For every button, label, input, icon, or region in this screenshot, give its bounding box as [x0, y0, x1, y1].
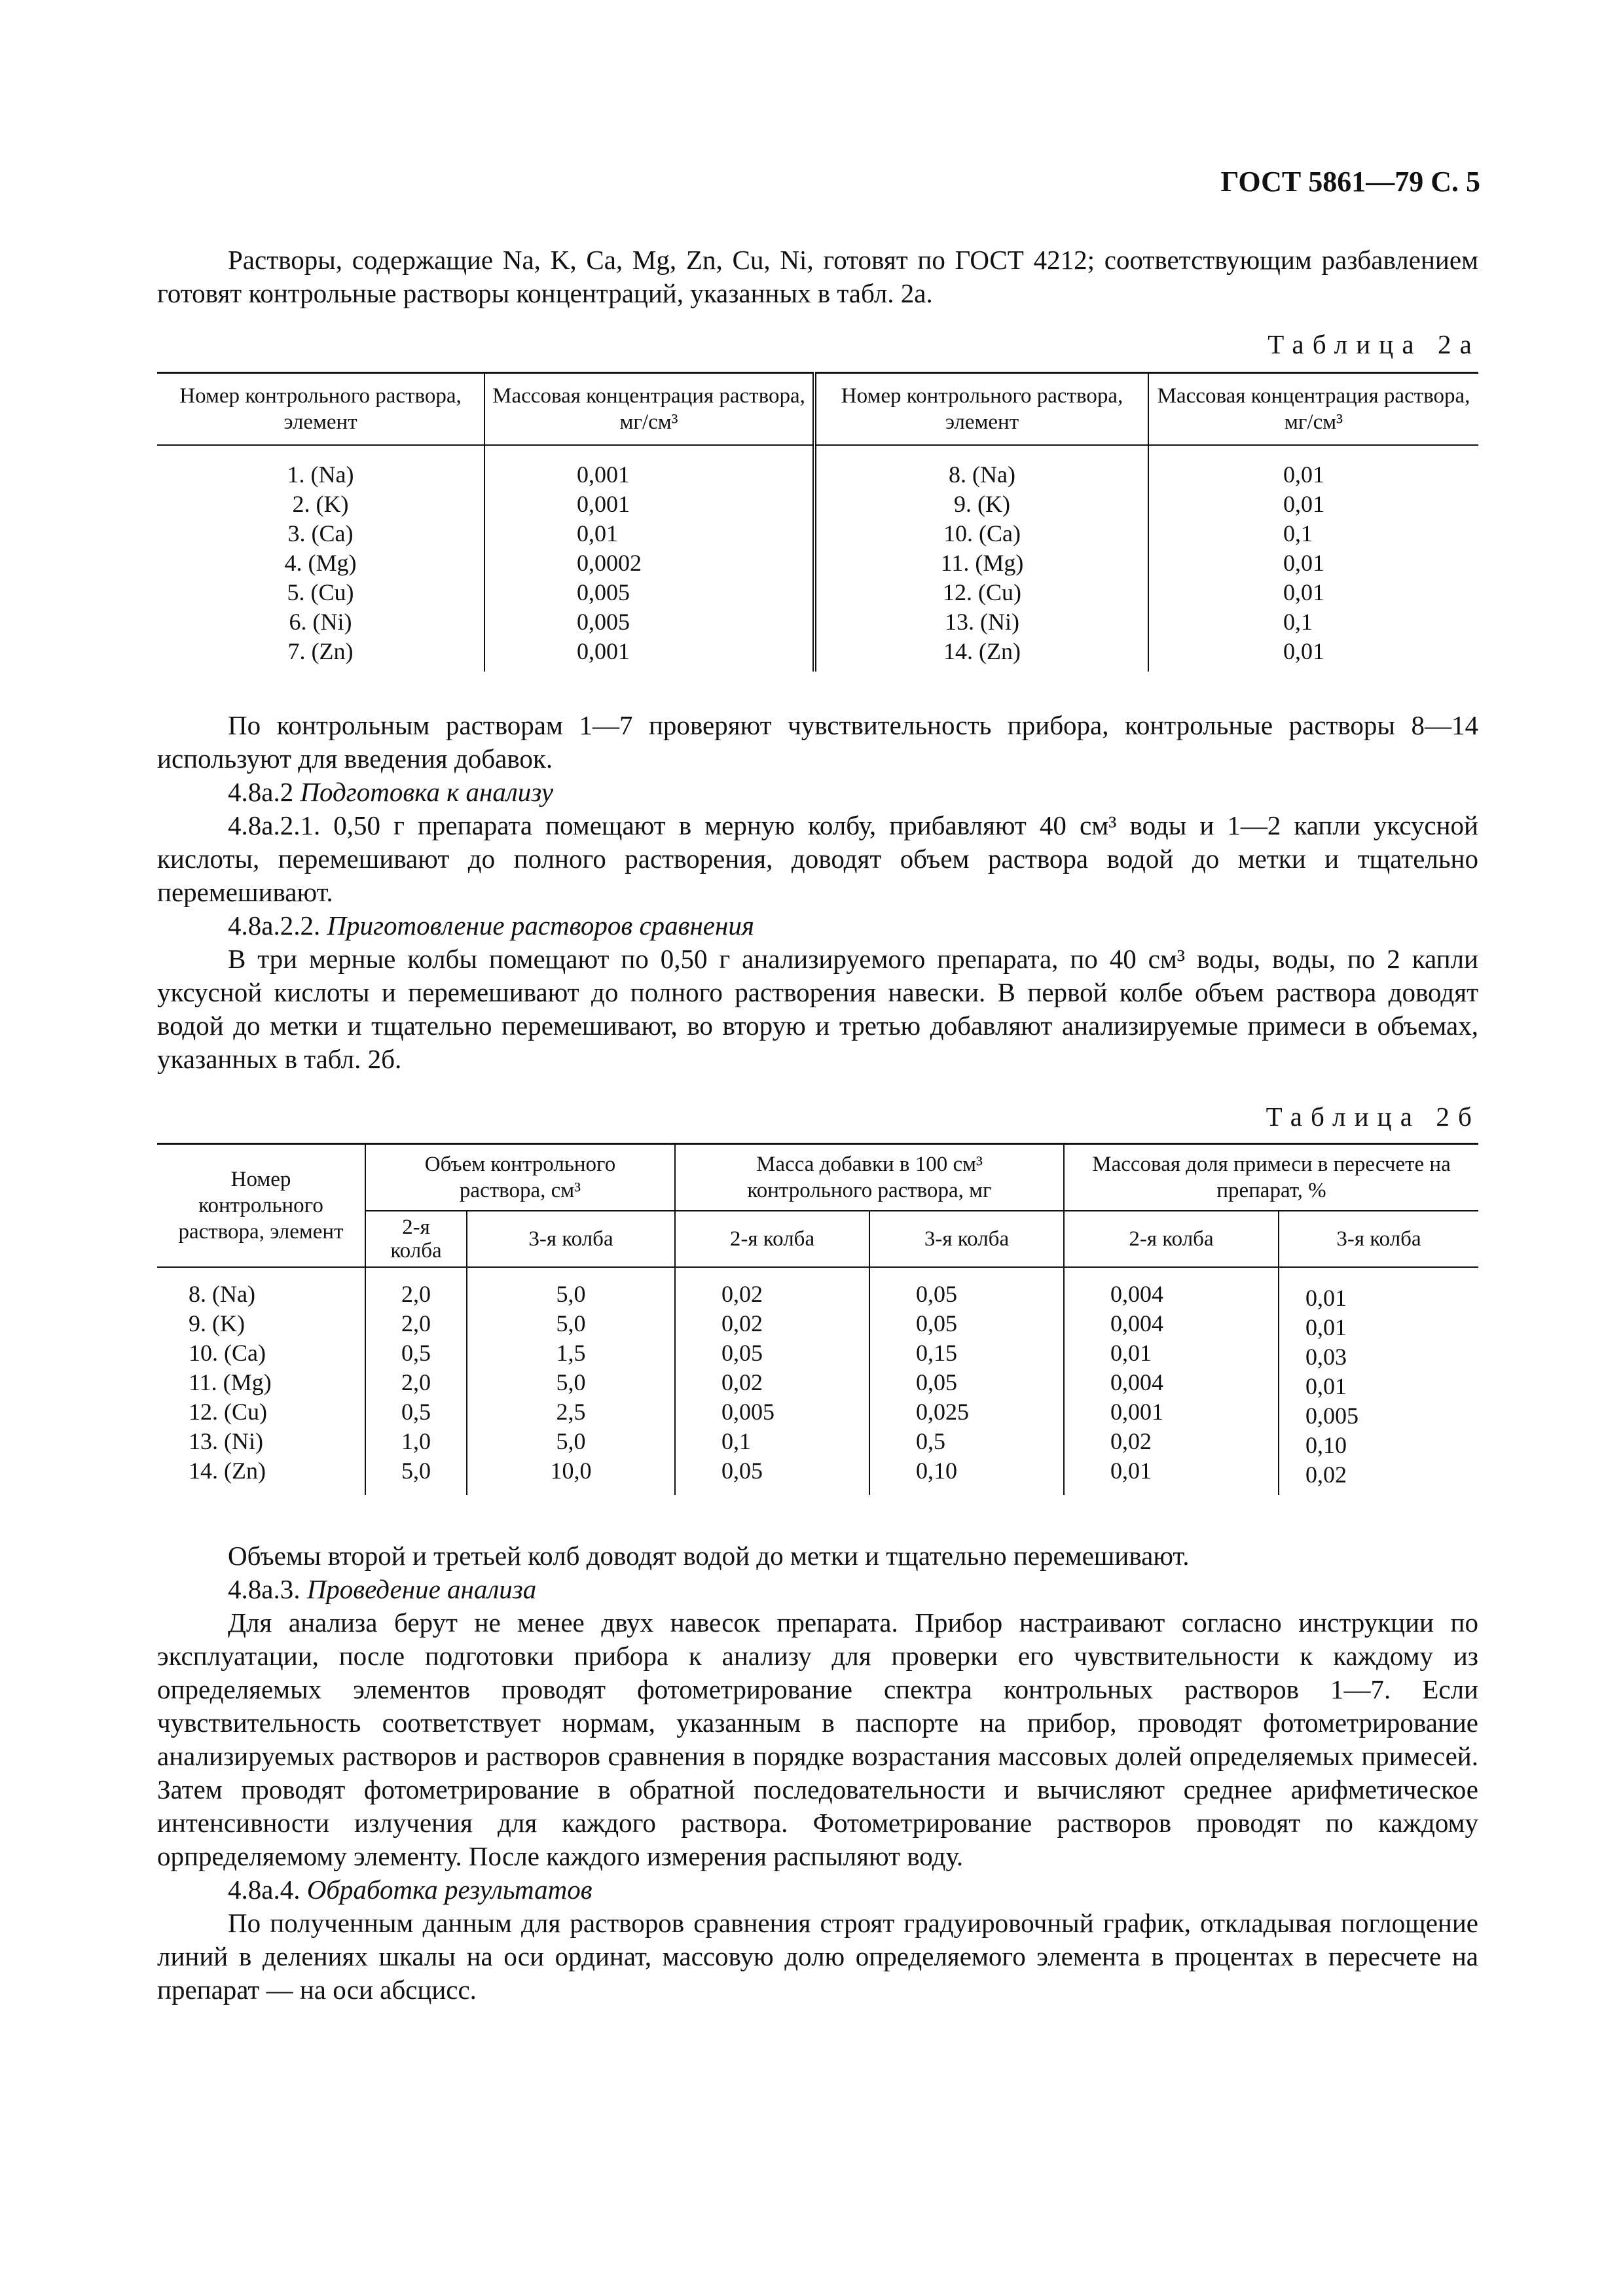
section-4-8a-2-2	[157, 909, 1478, 942]
section-4-8a-3-text: Для анализа берут не менее двух навесок препарата. Прибор настраивают согласно инструкции по эксплуатации, после подготовки прибора к анализу для проверки его чувствительности к каждому из определяемых элементов проводят фотометрирование спектра контрольных растворов 1—7. Если чувствительность соответствует нормам, указанным в паспорте на прибор, проводят фотометрирование анализируемых растворов и растворов сравнения в порядке возрастания массовых долей определяемых примесей. Затем проводят фотометрирование в обратной последовательности и вычисляют среднее арифметическое интенсивности излучения для каждого раствора. Фотометрирование растворов проводят по каждому орпределяемому элементу. После каждого измерения распыляют воду.	[157, 1607, 1478, 1871]
section-4-8a-4	[157, 1873, 1478, 1907]
section-number: 4.8а.4.	[228, 1874, 307, 1905]
table-cell: 0,05	[916, 1281, 957, 1307]
table-cell: 0,5	[401, 1399, 431, 1425]
table-cell: 0,05	[721, 1340, 763, 1366]
table-cell: 0,02	[1110, 1428, 1152, 1454]
table-2a	[157, 372, 1478, 672]
table-cell: 1,0	[401, 1428, 431, 1454]
table-cell: 1. (Na)	[287, 461, 354, 488]
table-2a-left-nums	[158, 460, 483, 666]
intro-paragraph	[157, 243, 1478, 310]
section-number: 4.8а.2	[228, 777, 301, 807]
table-cell: 0,001	[577, 638, 630, 664]
table-cell: 0,001	[577, 491, 630, 517]
table-2b-header-vol-flask2: 2-я колба	[365, 1211, 467, 1267]
table-cell: 0,10	[916, 1458, 957, 1484]
table-2b-header-row-1	[157, 1144, 1478, 1211]
table-2a-header-conc-right: Массовая концентрация раствора, мг/см³	[1148, 373, 1478, 446]
table-cell: 0,01	[1283, 550, 1324, 576]
table-cell: 11. (Mg)	[940, 550, 1024, 576]
table-cell: 0,01	[1110, 1458, 1152, 1484]
table-cell: 0,001	[577, 461, 630, 488]
table-2b-header-mass-flask2: 2-я колба	[675, 1211, 869, 1267]
table-2b-col-mass3	[916, 1280, 1063, 1486]
section-4-8a-4-text: По полученным данным для растворов сравнения строят градуировочный график, откладывая поглощение линий в делениях шкалы на оси ординат, массовую долю определяемого элемента в процентах в пересчете на препарат — на оси абсцисс.	[157, 1908, 1478, 2005]
section-4-8a-2	[157, 776, 1478, 809]
table-cell: 0,025	[916, 1399, 969, 1425]
table-cell: 4. (Mg)	[284, 550, 357, 576]
table-cell: 0,5	[401, 1340, 431, 1366]
table-cell: 8. (Na)	[949, 461, 1015, 488]
bottom-text	[157, 1539, 1478, 2007]
paragraph-control-solutions: По контрольным растворам 1—7 проверяют чувствительность прибора, контрольные растворы 8—14 используют для введения добавок.	[157, 710, 1478, 774]
table-cell: 10. (Ca)	[189, 1340, 266, 1366]
table-cell: 0,02	[721, 1369, 763, 1395]
table-cell: 2,5	[556, 1399, 586, 1425]
table-cell: 0,03	[1305, 1344, 1347, 1370]
table-cell: 5,0	[556, 1369, 586, 1395]
table-cell: 0,0002	[577, 550, 642, 576]
table-cell: 0,1	[1283, 520, 1313, 547]
table-cell: 10,0	[550, 1458, 592, 1484]
table-2b-col-vol3	[468, 1280, 674, 1486]
table-cell: 0,01	[1283, 491, 1324, 517]
table-2b	[157, 1143, 1478, 1495]
table-cell: 0,02	[721, 1281, 763, 1307]
table-2a-header-num-left: Номер контрольного раствора, элемент	[157, 373, 484, 446]
table-cell: 14. (Zn)	[189, 1458, 266, 1484]
table-cell: 9. (K)	[954, 491, 1010, 517]
table-cell: 13. (Ni)	[945, 609, 1019, 635]
table-cell: 12. (Cu)	[189, 1399, 267, 1425]
table-2b-header-frac-flask3: 3-я колба	[1279, 1211, 1478, 1267]
table-cell: 0,01	[1283, 579, 1324, 605]
table-cell: 0,001	[1110, 1399, 1163, 1425]
table-cell: 2,0	[401, 1281, 431, 1307]
table-2b-header-mass-flask3: 3-я колба	[869, 1211, 1064, 1267]
table-cell: 0,005	[577, 579, 630, 605]
section-title: Обработка результатов	[306, 1874, 593, 1905]
table-2a-right-nums	[817, 460, 1147, 666]
table-cell: 0,02	[1305, 1462, 1347, 1488]
table-cell: 0,01	[1305, 1373, 1347, 1399]
table-cell: 5. (Cu)	[287, 579, 354, 605]
table-2b-caption: Таблица 2б	[1266, 1102, 1480, 1132]
table-cell: 0,005	[721, 1399, 775, 1425]
section-4-8a-3	[157, 1573, 1478, 1606]
table-cell: 0,01	[1305, 1285, 1347, 1311]
middle-text	[157, 709, 1478, 1076]
table-cell: 13. (Ni)	[189, 1428, 263, 1454]
section-4-8a-2-2-text: В три мерные колбы помещают по 0,50 г анализируемого препарата, по 40 см³ воды, воды, по 2 капли уксусной кислоты и перемешивают до полного растворения навески. В первой колбе объем раствора доводят водой до метки и тщательно перемешивают, во вторую и третью добавляют анализируемые примеси в объемах, указанных в табл. 2б.	[157, 944, 1478, 1074]
table-cell: 10. (Ca)	[943, 520, 1021, 547]
table-cell: 0,004	[1110, 1310, 1163, 1336]
table-2b-body-row	[157, 1267, 1478, 1495]
table-2b-col-frac3	[1305, 1280, 1478, 1490]
table-2a-body-row	[157, 445, 1478, 672]
table-cell: 0,01	[1110, 1340, 1152, 1366]
table-cell: 0,05	[916, 1369, 957, 1395]
table-2b-header-mass: Масса добавки в 100 см³ контрольного раствора, мг	[675, 1144, 1064, 1211]
table-cell: 0,5	[916, 1428, 945, 1454]
table-cell: 0,004	[1110, 1369, 1163, 1395]
table-cell: 6. (Ni)	[289, 609, 352, 635]
table-cell: 0,05	[721, 1458, 763, 1484]
table-cell: 11. (Mg)	[189, 1369, 272, 1395]
table-2a-caption: Таблица 2а	[1267, 329, 1480, 359]
table-2b-header-vol-flask3: 3-я колба	[467, 1211, 675, 1267]
table-cell: 2,0	[401, 1310, 431, 1336]
table-cell: 5,0	[401, 1458, 431, 1484]
table-cell: 0,01	[577, 520, 618, 547]
table-cell: 5,0	[556, 1428, 586, 1454]
table-2a-right-conc	[1283, 460, 1478, 666]
table-cell: 2,0	[401, 1369, 431, 1395]
table-cell: 0,1	[721, 1428, 751, 1454]
section-title: Приготовление растворов сравнения	[327, 910, 754, 941]
table-cell: 0,1	[1283, 609, 1313, 635]
table-cell: 0,01	[1305, 1314, 1347, 1340]
table-cell: 0,01	[1283, 461, 1324, 488]
table-cell: 8. (Na)	[189, 1281, 255, 1307]
paragraph-flasks: Объемы второй и третьей колб доводят водой до метки и тщательно перемешивают.	[228, 1541, 1190, 1571]
table-2b-header-frac: Массовая доля примеси в пересчете на препарат, %	[1064, 1144, 1478, 1211]
table-2b-header-vol: Объем контрольного раствора, см³	[365, 1144, 675, 1211]
table-cell: 0,05	[916, 1310, 957, 1336]
table-2b-col-frac2	[1110, 1280, 1277, 1486]
section-number: 4.8а.3.	[228, 1574, 307, 1604]
table-cell: 12. (Cu)	[943, 579, 1021, 605]
table-2b-col-num	[189, 1280, 364, 1486]
table-cell: 0,004	[1110, 1281, 1163, 1307]
section-number: 4.8а.2.2.	[228, 910, 327, 941]
table-cell: 0,10	[1305, 1432, 1347, 1458]
table-2b-header-frac-flask2: 2-я колба	[1064, 1211, 1279, 1267]
table-2b-col-mass2	[721, 1280, 868, 1486]
table-cell: 0,15	[916, 1340, 957, 1366]
table-cell: 0,01	[1283, 638, 1324, 664]
intro-text: Растворы, содержащие Na, K, Ca, Mg, Zn, Cu, Ni, готовят по ГОСТ 4212; соответствующим разбавлением готовят контрольные растворы концентраций, указанных в табл. 2а.	[157, 245, 1478, 308]
table-cell: 1,5	[556, 1340, 586, 1366]
table-2a-header-num-right: Номер контрольного раствора, элемент	[814, 373, 1148, 446]
table-2b-col-vol2	[367, 1280, 465, 1486]
section-4-8a-2-1: 4.8а.2.1. 0,50 г препарата помещают в мерную колбу, прибавляют 40 см³ воды и 1—2 капли уксусной кислоты, перемешивают до полного растворения, доводят объем раствора водой до метки и тщательно перемешивают.	[157, 810, 1478, 907]
table-cell: 0,005	[577, 609, 630, 635]
section-title: Подготовка к анализу	[300, 777, 554, 807]
table-2b-header-num: Номер контрольного раствора, элемент	[157, 1144, 365, 1268]
table-cell: 5,0	[556, 1281, 586, 1307]
table-cell: 5,0	[556, 1310, 586, 1336]
table-cell: 0,005	[1305, 1403, 1359, 1429]
table-cell: 9. (K)	[189, 1310, 245, 1336]
table-cell: 7. (Zn)	[287, 638, 354, 664]
table-2a-header-conc-left: Массовая концентрация раствора, мг/см³	[484, 373, 814, 446]
table-cell: 2. (K)	[292, 491, 349, 517]
table-2a-left-conc	[577, 460, 812, 666]
table-cell: 3. (Ca)	[287, 520, 354, 547]
table-cell: 14. (Zn)	[943, 638, 1021, 664]
table-cell: 0,02	[721, 1310, 763, 1336]
page-header: ГОСТ 5861—79 С. 5	[1220, 166, 1480, 198]
section-title: Проведение анализа	[306, 1574, 537, 1604]
table-2a-header-row	[157, 373, 1478, 446]
